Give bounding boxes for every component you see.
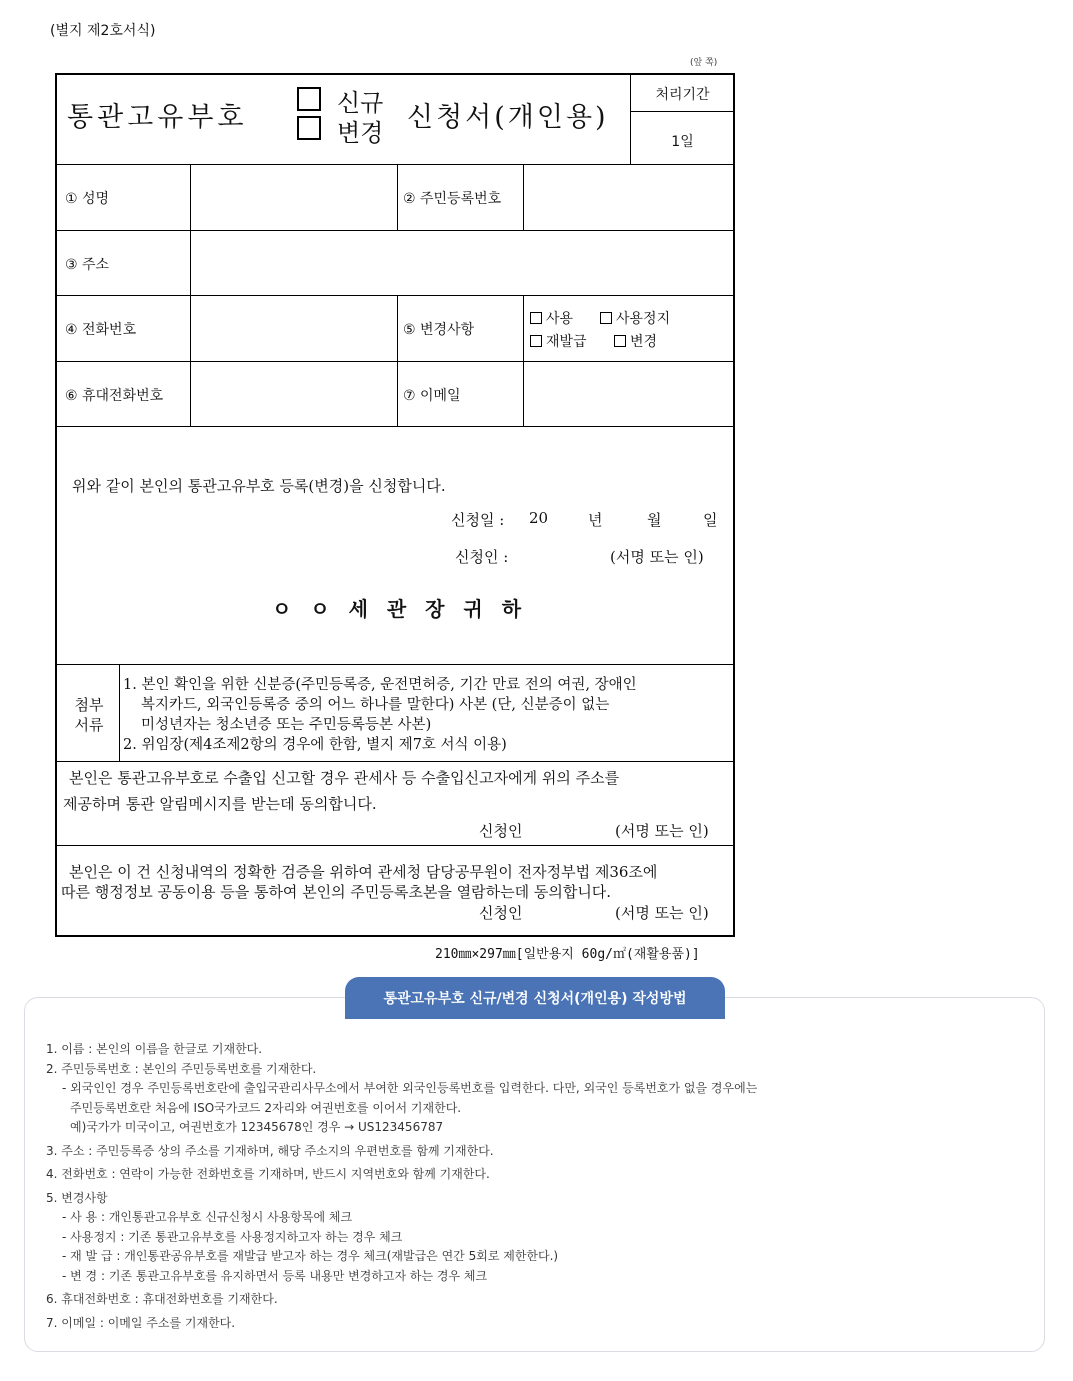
attachment-item: 미성년자는 청소년증 또는 주민등록등본 사본) [141,717,432,733]
guide-line: 1. 이름 : 본인의 이름을 한글로 기재한다. [46,1042,263,1056]
option-use[interactable]: 사용 [530,308,573,328]
consent1-line2: 제공하며 통관 알림메시지를 받는데 동의합니다. [63,795,377,813]
processing-period-label: 처리기간 [655,87,710,103]
option-change-label: 변경 [337,119,384,147]
new-checkbox[interactable] [297,87,321,111]
date-day-unit: 일 [703,511,718,529]
consent2-line1: 본인은 이 건 신청내역의 정확한 검증을 위하여 관세청 담당공무원이 전자정부법 제36조에 [69,863,658,881]
email-label: ⑦ 이메일 [403,388,461,404]
suspend-checkbox[interactable] [600,312,612,324]
guide-line: - 외국인인 경우 주민등록번호란에 출입국관리사무소에서 부여한 외국인등록번호를 입력한다. 다만, 외국인 등록번호가 없을 경우에는 [62,1081,758,1095]
declaration-statement: 위와 같이 본인의 통관고유부호 등록(변경)을 신청합니다. [72,477,446,495]
phone-input-cell[interactable] [191,296,397,361]
guide-line: 주민등록번호란 처음에 ISO국가코드 2자리와 여권번호를 이어서 기재한다. [70,1100,462,1115]
consent2-sign: (서명 또는 인) [615,904,709,922]
guide-line: - 변 경 : 기존 통관고유부호를 유지하면서 등록 내용만 변경하고자 하는 경우 체크 [62,1268,488,1283]
attachments-label: 첨부 서류 [74,696,104,734]
address-input-cell[interactable] [191,231,735,295]
sign-note: (서명 또는 인) [610,548,704,566]
attachment-item: 1. 본인 확인을 위한 신분증(주민등록증, 운전면허증, 기간 만료 전의 여권, 장애인 [123,677,637,693]
guide-line: - 사 용 : 개인통관고유부호 신규신청시 사용항목에 체크 [62,1210,353,1224]
form-subtitle: 신청서(개인용) [407,102,609,133]
front-page-tag: (앞 쪽) [690,58,718,68]
option-reissue[interactable]: 재발급 [530,331,587,351]
date-year-prefix: 20 [529,509,549,527]
guide-line: 2. 주민등록번호 : 본인의 주민등록번호를 기재한다. [46,1061,317,1076]
change-option-checkbox[interactable] [614,335,626,347]
guide-line: - 재 발 급 : 개인통관공유부호를 재발급 받고자 하는 경우 체크(재발급은 연간 5회로 제한한다.) [62,1249,559,1263]
guide-line: 3. 주소 : 주민등록증 상의 주소를 기재하며, 해당 주소지의 우편번호를 함께 기재한다. [46,1143,494,1158]
consent1-sign: (서명 또는 인) [615,822,709,840]
date-label: 신청일 : [451,511,505,529]
application-form [55,73,735,937]
change-items-label: ⑤ 변경사항 [403,322,475,338]
consent1-line1: 본인은 통관고유부호로 수출입 신고할 경우 관세사 등 수출입신고자에게 위의 주소를 [69,769,620,787]
date-month-unit: 월 [647,511,662,529]
processing-period-value: 1일 [671,134,694,150]
mobile-label: ⑥ 휴대전화번호 [65,388,164,404]
phone-label: ④ 전화번호 [65,322,137,338]
form-title: 통관고유부호 [67,102,248,133]
paper-size-note: 210㎜×297㎜[일반용지 60g/㎡(재활용품)] [435,947,700,962]
name-input-cell[interactable] [191,165,397,230]
guide-line: 6. 휴대전화번호 : 휴대전화번호를 기재한다. [46,1292,278,1306]
attachment-item: 복지카드, 외국인등록증 중의 어느 하나를 말한다) 사본 (단, 신분증이 없는 [141,697,610,713]
use-checkbox[interactable] [530,312,542,324]
option-suspend[interactable]: 사용정지 [600,308,670,328]
consent1-applicant: 신청인 [479,822,523,840]
applicant-label: 신청인 : [455,548,509,566]
resident-number-label: ② 주민등록번호 [403,191,502,207]
option-new-label: 신규 [337,89,384,117]
reissue-checkbox[interactable] [530,335,542,347]
date-year-unit: 년 [588,511,603,529]
consent2-line2: 따른 행정정보 공동이용 등을 통하여 본인의 주민등록초본을 열람하는데 동의합니다. [61,883,612,901]
guide-line: 7. 이메일 : 이메일 주소를 기재한다. [46,1315,236,1330]
mobile-input-cell[interactable] [191,362,397,426]
guide-line: 예)국가가 미국이고, 여권번호가 12345678인 경우 → US123456787 [70,1120,444,1134]
resident-number-input-cell[interactable] [524,165,735,230]
guide-line: - 사용정지 : 기존 통관고유부호를 사용정지하고자 하는 경우 체크 [62,1229,403,1244]
form-number-tag: (별지 제2호서식) [50,23,156,39]
attachment-item: 2. 위임장(제4조제2항의 경우에 한함, 별지 제7호 서식 이용) [123,737,507,753]
name-label: ① 성명 [65,191,110,207]
address-label: ③ 주소 [65,257,110,273]
guide-body [46,1040,757,1333]
consent2-applicant: 신청인 [479,904,523,922]
change-checkbox[interactable] [297,116,321,140]
addressee: ㅇ ㅇ 세 관 장 귀 하 [272,597,528,621]
attachments-list [123,675,733,755]
email-input-cell[interactable] [524,362,735,426]
guide-tab-title: 통관고유부호 신규/변경 신청서(개인용) 작성방법 [345,977,725,1019]
guide-line: 4. 전화번호 : 연락이 가능한 전화번호를 기재하며, 반드시 지역번호와 함께 기재한다. [46,1167,490,1181]
guide-line: 5. 변경사항 [46,1190,108,1205]
option-change[interactable]: 변경 [614,331,657,351]
